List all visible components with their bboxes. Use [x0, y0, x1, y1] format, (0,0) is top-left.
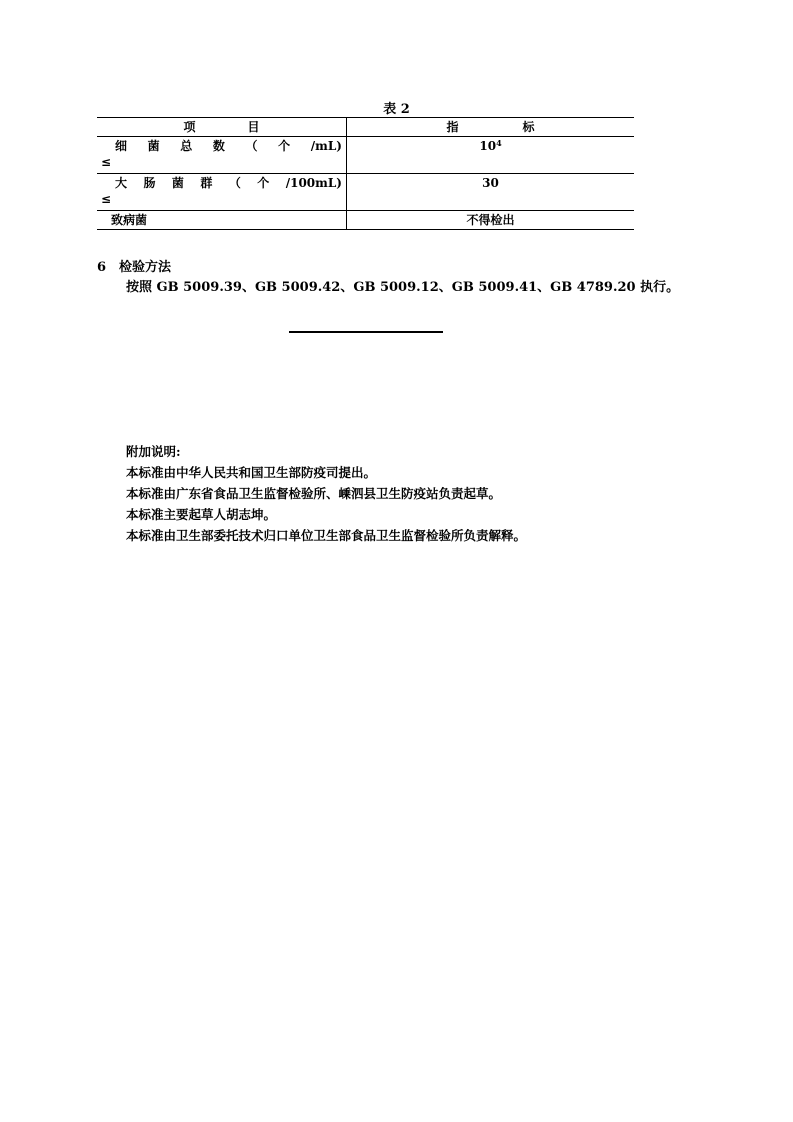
method-text: 按照 GB 5009.39、GB 5009.42、GB 5009.12、GB 5009.41、GB 4789.20 执行。 [126, 280, 680, 295]
notes-line: 本标准由中华人民共和国卫生部防疫司提出。 [126, 465, 377, 480]
table-row [97, 174, 634, 211]
value-cell [347, 137, 635, 174]
table-header-row [97, 118, 634, 137]
table-title: 表 2 [383, 102, 410, 117]
section-number: 6 [97, 260, 107, 275]
value-base: 10 [479, 139, 497, 153]
section-heading [97, 256, 171, 275]
header-cell-item: 项 目 [97, 118, 347, 137]
notes-block [126, 441, 526, 546]
notes-line: 本标准主要起草人胡志坤。 [126, 507, 277, 522]
notes-line: 本标准由卫生部委托技术归口单位卫生部食品卫生监督检验所负责解释。 [126, 528, 527, 543]
spec-table [97, 117, 634, 230]
notes-heading: 附加说明: [126, 444, 181, 459]
section-title: 检验方法 [119, 260, 172, 275]
notes-line: 本标准由广东省食品卫生监督检验所、嵊泗县卫生防疫站负责起草。 [126, 486, 502, 501]
header-cell-value: 指 标 [347, 118, 635, 137]
table-row [97, 137, 634, 174]
value-cell: 不得检出 [347, 211, 635, 230]
item-cell: 大 肠 菌 群 （ 个 /100mL) ≤ [97, 174, 347, 211]
value-cell: 30 [347, 174, 635, 211]
table-row [97, 211, 634, 230]
item-cell: 细 菌 总 数 （ 个 /mL) ≤ [97, 137, 347, 174]
value-exponent: 4 [496, 138, 502, 148]
end-divider [289, 331, 443, 333]
item-cell: 致病菌 [97, 211, 347, 230]
